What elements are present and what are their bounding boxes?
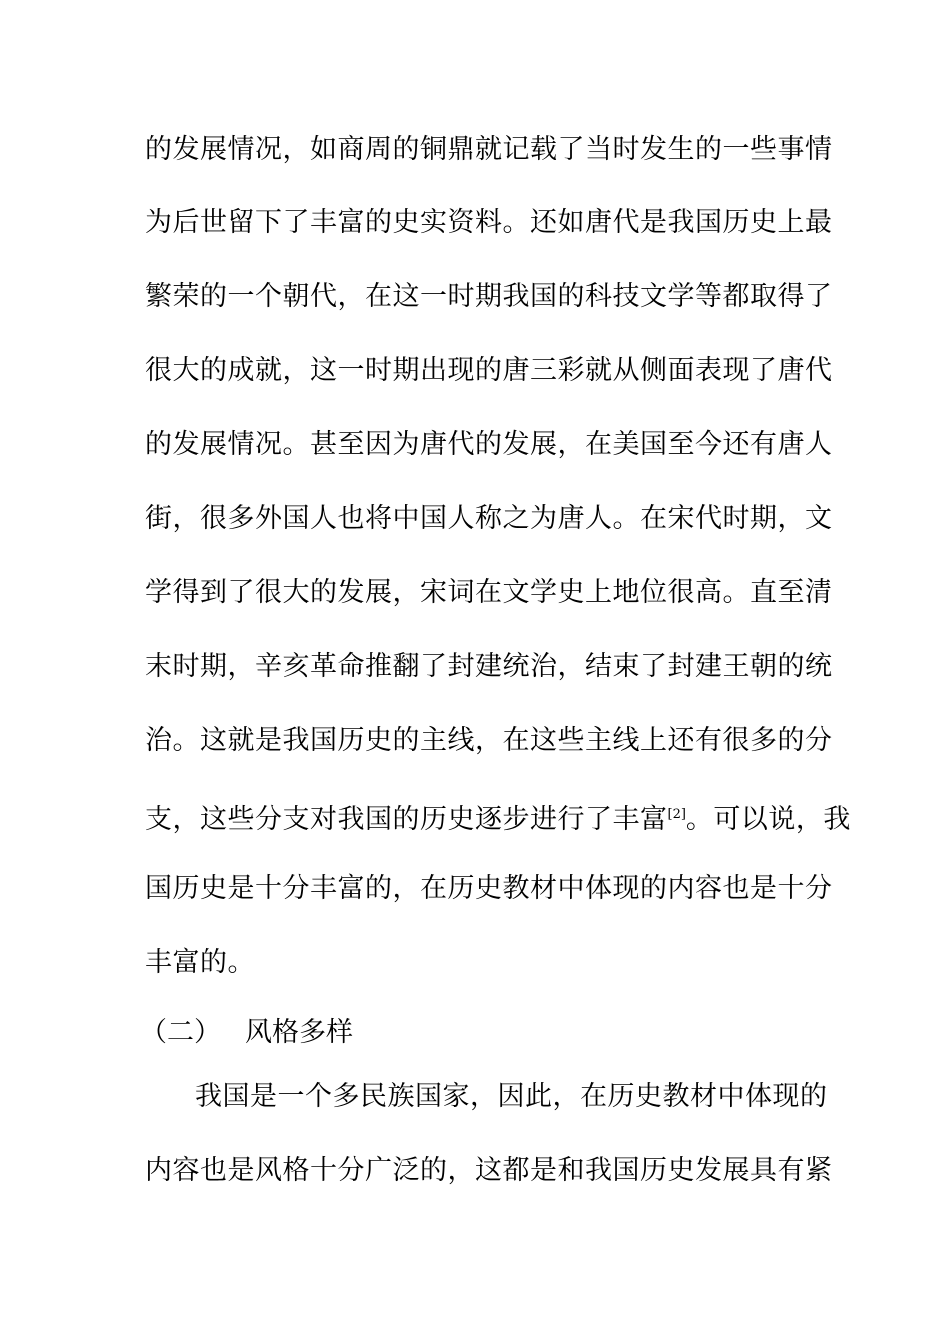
section-number: （二） — [140, 1017, 221, 1048]
body-text-line: 的发展情况。甚至因为唐代的发展，在美国至今还有唐人 — [145, 429, 833, 460]
body-text-line: 丰富的。 — [145, 947, 255, 978]
body-text-line-with-citation — [145, 797, 851, 835]
body-text-line: 治。这就是我国历史的主线，在这些主线上还有很多的分 — [145, 725, 833, 756]
body-text-line: 末时期，辛亥革命推翻了封建统治，结束了封建王朝的统 — [145, 651, 833, 682]
citation-marker: [2] — [667, 807, 686, 822]
section-heading — [140, 1015, 353, 1051]
body-text-line: 的发展情况，如商周的铜鼎就记载了当时发生的一些事情 — [145, 134, 833, 165]
section-title: 风格多样 — [245, 1017, 353, 1048]
body-text-line: 街，很多外国人也将中国人称之为唐人。在宋代时期，文 — [145, 503, 833, 534]
line-text: 。可以说，我 — [685, 804, 851, 835]
body-text-line: 繁荣的一个朝代，在这一时期我国的科技文学等都取得了 — [145, 281, 833, 312]
line-text: 支，这些分支对我国的历史逐步进行了丰富 — [145, 804, 668, 835]
body-text-line: 为后世留下了丰富的史实资料。还如唐代是我国历史上最 — [145, 207, 833, 238]
body-text-line: 内容也是风格十分广泛的，这都是和我国历史发展具有紧 — [145, 1155, 833, 1186]
body-text-line-indented: 我国是一个多民族国家，因此，在历史教材中体现的 — [195, 1081, 828, 1112]
body-text-line: 学得到了很大的发展，宋词在文学史上地位很高。直至清 — [145, 577, 833, 608]
body-text-line: 很大的成就，这一时期出现的唐三彩就从侧面表现了唐代 — [145, 355, 833, 386]
body-text-line: 国历史是十分丰富的，在历史教材中体现的内容也是十分 — [145, 873, 833, 904]
